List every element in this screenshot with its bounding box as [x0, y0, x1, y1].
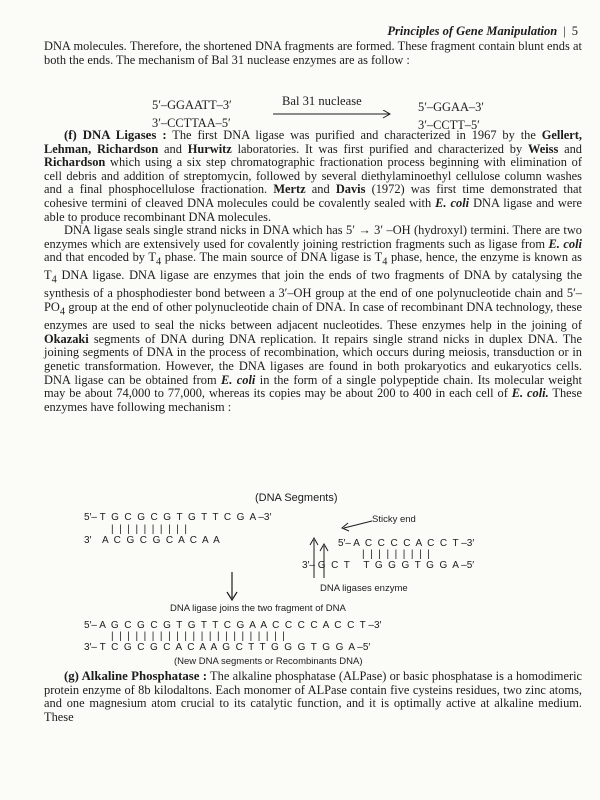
section-g-text: (g) Alkaline Phosphatase : The alkaline phosphatase (ALPase) or basic phosphatase is a homodimeric protein enzyme of 8b kilodaltons. Each monomer of ALPase contain five cysteins residues, two zinc atoms, and one magnesium atom crucial to its catalytic function, and it is optimally active at alkaline medium. These — [44, 669, 583, 724]
fragment1-bonds: | | | | | | | | | | — [111, 524, 187, 535]
bal31-product-bottom: 3′–CCTT–5′ — [418, 118, 480, 132]
section-f-heading: (f) DNA Ligases : — [64, 128, 167, 142]
header-separator: | — [563, 24, 566, 38]
bal31-substrate-bottom: 3′–CCTTAA–5′ — [152, 116, 231, 130]
sticky-end-pointer-icon — [338, 518, 374, 532]
fragment2-bonds: | | | | | | | | | — [362, 549, 430, 560]
page-number: 5 — [571, 24, 578, 38]
bal31-enzyme-label: Bal 31 nuclease — [282, 94, 362, 108]
diagram-caption: (New DNA segments or Recombinants DNA) — [174, 656, 363, 667]
section-f-text — [44, 129, 582, 414]
recombinant-bottom-strand: 3′– T C G C G C A C A A G C T T G G G T G G A –5′ — [84, 642, 371, 653]
fragment2-bottom-strand: 3′– G C T T G G G T G G A –5′ — [302, 560, 475, 571]
ligase-join-label: DNA ligase joins the two fragment of DNA — [170, 603, 346, 614]
running-header — [387, 24, 578, 39]
fragment1-top-strand: 5′– T G C G C G T G T T C G A –3′ — [84, 512, 272, 523]
recombinant-bonds: | | | | | | | | | | | | | | | | | | | | | | — [111, 631, 285, 642]
fragment2-top-strand: 5′– A C C C C A C C T –3′ — [338, 538, 475, 549]
bal31-product-top: 5′–GGAA–3′ — [418, 100, 484, 114]
running-title: Principles of Gene Manipulation — [387, 24, 558, 38]
sticky-end-label: Sticky end — [372, 514, 416, 525]
ligase-action-arrows-icon — [300, 534, 360, 580]
section-g-heading: (g) Alkaline Phosphatase : — [64, 669, 208, 683]
recombinant-top-strand: 5′– A G C G C G T G T T C G A A C C C C A C C T –3′ — [84, 620, 382, 631]
ligase-paragraph-2: DNA ligase seals single strand nicks in DNA which has 5′ → 3′ –OH (hydroxyl) termini. There are two enzymes which are extensively used for covalently joining restriction fragments such as ligase from E. coli and that encoded by $T_4$ phase. The main source of DNA ligase is $T_4$ phase, hence, the enzyme is known as $T_4$ DNA ligase. DNA ligase are enzymes that join the ends of two fragments of DNA by catalysing the synthesis of a phosphodiester bond between a 3′–OH group at the end of one polynucleotide chain and $5'-PO_4$ group at the end of other polynucleotide chain of DNA. In case of recombinant DNA technology, these enzymes are used to seal the nicks between adjacent nucleotides. These enzymes help in the joining of Okazaki segments of DNA during DNA replication. It repairs single strand nicks in duplex DNA. The joining segments of DNA in the process of recombination, which occurs during meiosis, transduction or in genetic transformation. However, the DNA ligases are found in both prokaryotics and eukaryotics cells. DNA ligase can be obtained from E. coli in the form of a single polypeptide chain. Its molecular weight may be about 74,000 to 77,000, whereas its copies may be about 200 to 400 in each cell of E. coli. These enzymes have following mechanism : — [44, 223, 582, 414]
reaction-arrow-icon — [273, 110, 393, 120]
diagram-title: (DNA Segments) — [255, 492, 338, 504]
ligase-paragraph-1: (f) DNA Ligases : The first DNA ligase was purified and characterized in 1967 by the Gellert, Lehman, Richardson and Hurwitz laboratories. It was first purified and characterized by Weiss and Richardson which using a six step chromatographic fractionation process beginning with elimination of cell debris and addition of streptomycin, followed by several diethylaminoethyl cellulose column washes and a final phosphocellulose fractionation. Mertz and Davis (1972) was first time demonstrated that cohesive termini of cleaved DNA molecules could be covalently sealed with E. coli DNA ligase and were able to produce recombinant DNA molecules. — [44, 128, 582, 224]
bal31-substrate-top: 5′–GGAATT–3′ — [152, 98, 232, 112]
down-arrow-icon — [224, 572, 240, 602]
ligase-enzyme-label: DNA ligases enzyme — [320, 583, 408, 594]
intro-paragraph: DNA molecules. Therefore, the shortened DNA fragments are formed. These fragment contain blunt ends at both the ends. The mechanism of Bal 31 nuclease enzymes are as follow : — [44, 39, 582, 67]
fragment1-bottom-strand: 3′ A C G C G C A C A A — [84, 535, 220, 546]
